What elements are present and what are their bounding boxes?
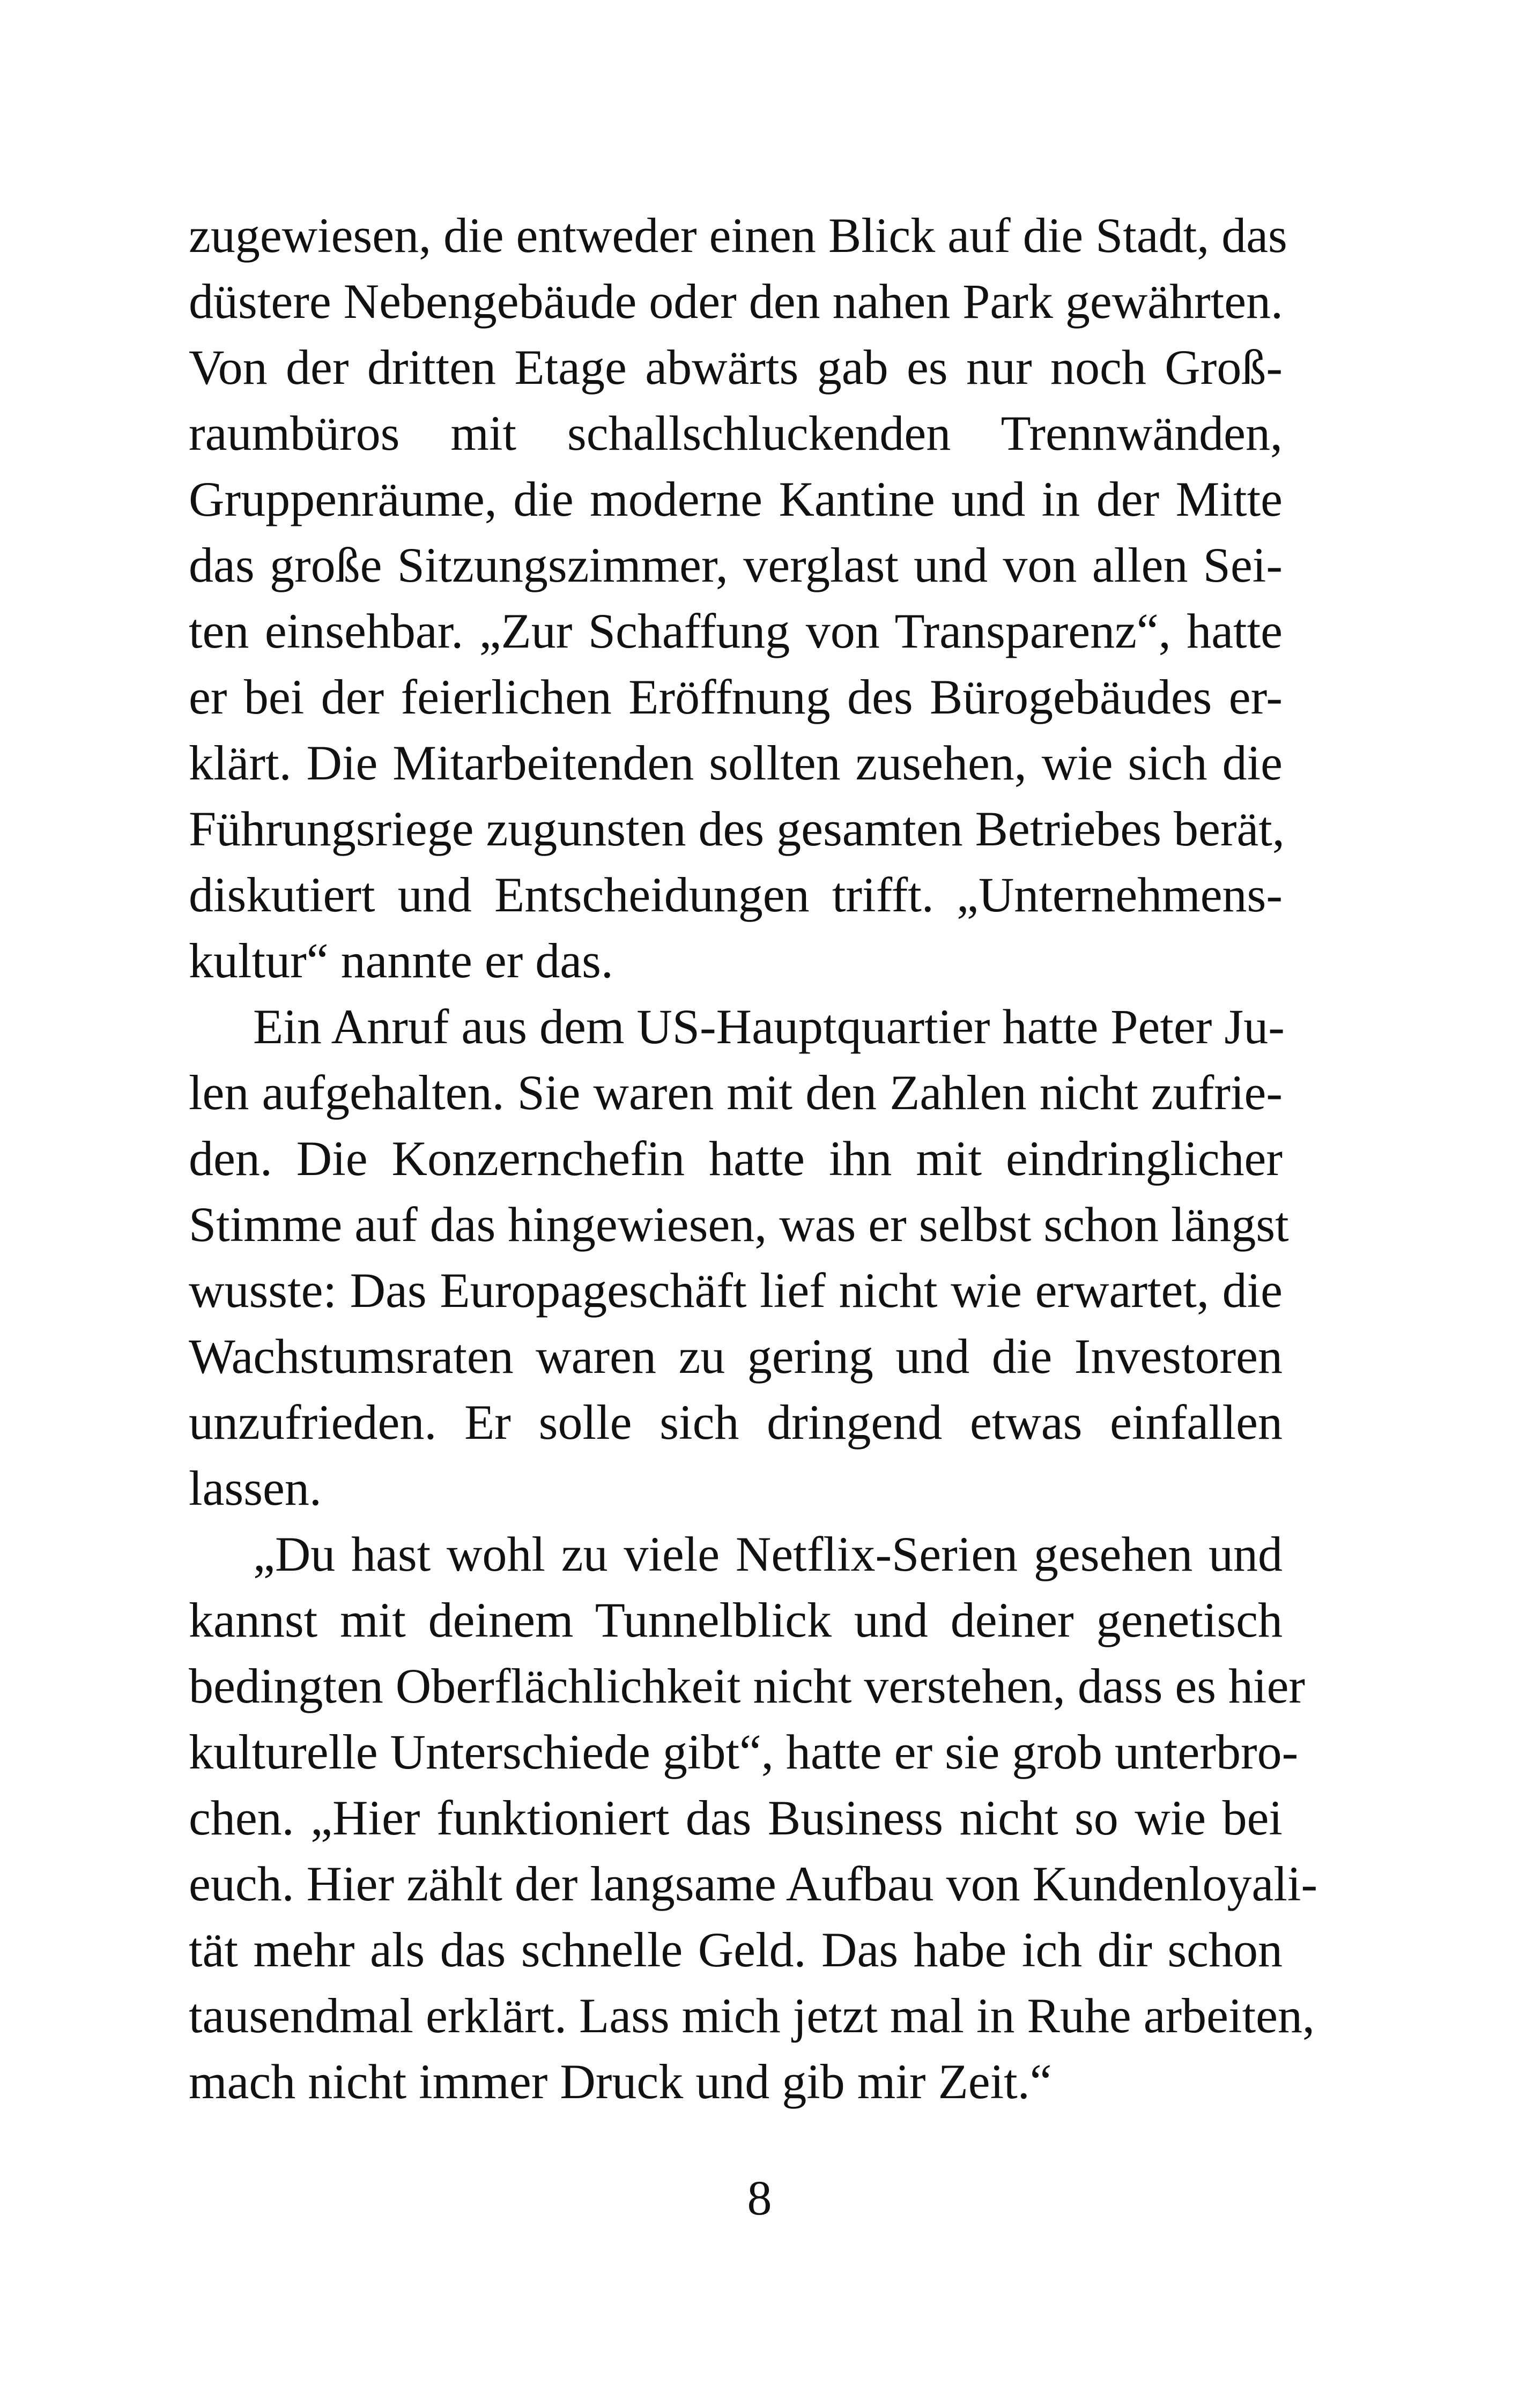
text-line: Führungsriege zugunsten des gesamten Betriebes berät,: [189, 801, 1285, 856]
text-line: tausendmal erklärt. Lass mich jetzt mal in Ruhe arbeiten,: [189, 1988, 1315, 2043]
text-line: klärt. Die Mitarbeitenden sollten zusehen, wie sich die: [189, 735, 1283, 790]
text-line: wusste: Das Europageschäft lief nicht wie erwartet, die: [189, 1263, 1283, 1318]
text-line: unzufrieden. Er solle sich dringend etwas einfallen: [189, 1395, 1283, 1450]
text-line: düstere Nebengebäude oder den nahen Park gewährten.: [189, 274, 1284, 329]
text-line: Wachstumsraten waren zu gering und die Investoren: [189, 1329, 1283, 1384]
text-line: kultur“ nannte er das.: [189, 933, 613, 988]
text-line: den. Die Konzernchefin hatte ihn mit eindringlicher: [189, 1131, 1283, 1186]
text-line: Stimme auf das hingewiesen, was er selbst schon längst: [189, 1197, 1289, 1252]
text-line: bedingten Oberflächlichkeit nicht verstehen, dass es hier: [189, 1659, 1306, 1713]
text-line: mach nicht immer Druck und gib mir Zeit.“: [189, 2054, 1052, 2109]
text-line: kannst mit deinem Tunnelblick und deiner genetisch: [189, 1593, 1283, 1647]
text-line: das große Sitzungszimmer, verglast und von allen Sei-: [189, 538, 1283, 592]
text-line: chen. „Hier funktioniert das Business nicht so wie bei: [189, 1790, 1283, 1845]
page-number: 8: [747, 2171, 772, 2225]
text-line: Ein Anruf aus dem US-Hauptquartier hatte Peter Ju-: [253, 999, 1285, 1054]
text-line: tät mehr als das schnelle Geld. Das habe ich dir schon: [189, 1922, 1283, 1977]
text-line: len aufgehalten. Sie waren mit den Zahlen nicht zufrie-: [189, 1065, 1283, 1120]
text-line: Von der dritten Etage abwärts gab es nur noch Groß-: [189, 340, 1283, 395]
text-line: kulturelle Unterschiede gibt“, hatte er sie grob unterbro-: [189, 1725, 1299, 1779]
text-line: ten einsehbar. „Zur Schaffung von Transparenz“, hatte: [189, 604, 1283, 658]
text-line: „Du hast wohl zu viele Netflix-Serien gesehen und: [253, 1527, 1283, 1581]
text-line: Gruppenräume, die moderne Kantine und in der Mitte: [189, 472, 1283, 526]
text-line: lassen.: [189, 1461, 322, 1515]
text-line: zugewiesen, die entweder einen Blick auf die Stadt, das: [189, 208, 1287, 263]
text-line: euch. Hier zählt der langsame Aufbau von Kundenloyali-: [189, 1856, 1318, 1911]
text-line: diskutiert und Entscheidungen trifft. „Unternehmens-: [189, 867, 1283, 922]
body-text: [189, 203, 1318, 2115]
text-line: raumbüros mit schallschluckenden Trennwänden,: [189, 406, 1283, 460]
text-line: er bei der feierlichen Eröffnung des Bürogebäudes er-: [189, 670, 1283, 724]
